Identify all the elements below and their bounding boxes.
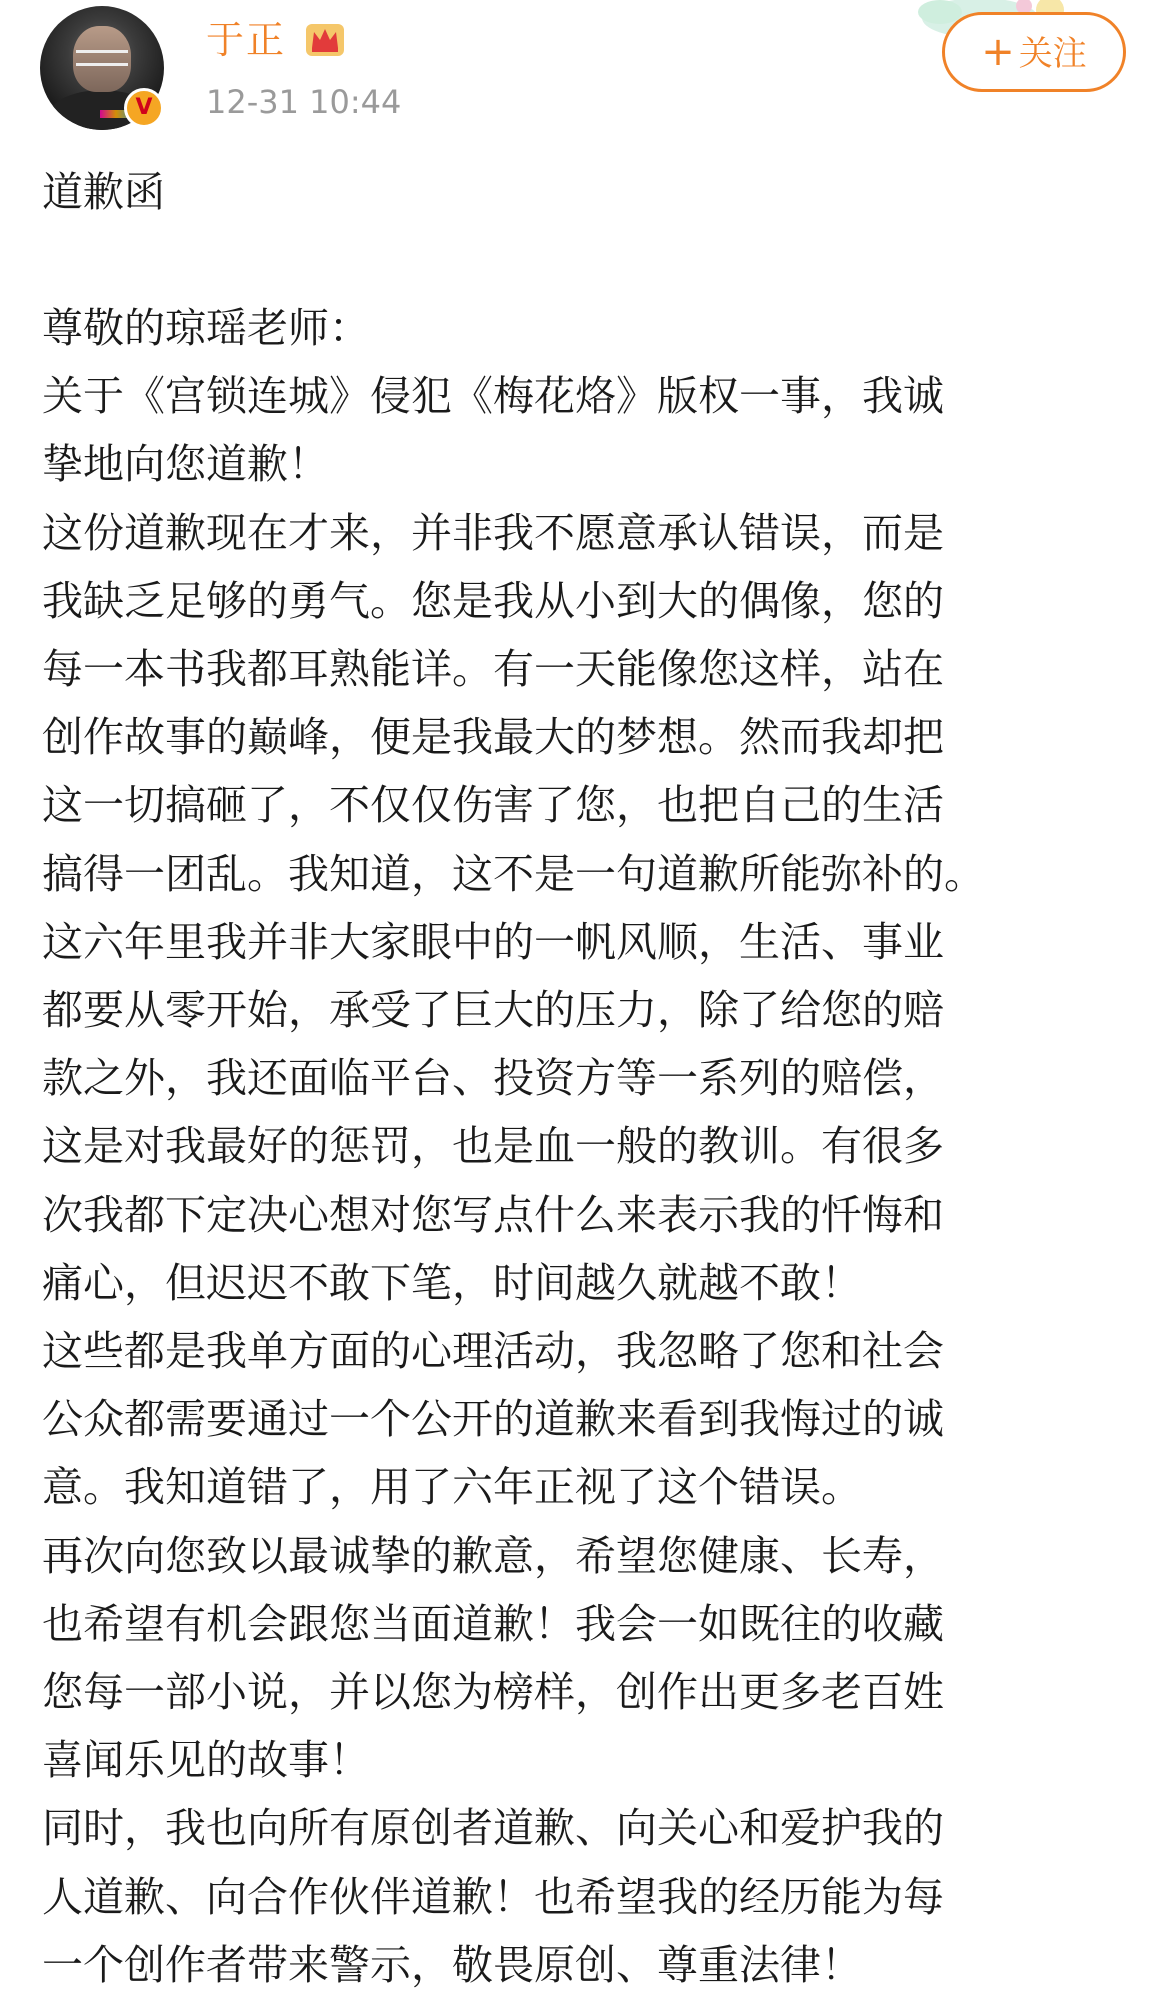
post-line: 公众都需要通过一个公开的道歉来看到我悔过的诚 bbox=[42, 1395, 944, 1444]
post-line: 意。我知道错了，用了六年正视了这个错误。 bbox=[42, 1463, 862, 1512]
post-line: 都要从零开始，承受了巨大的压力，除了给您的赔 bbox=[42, 986, 944, 1035]
post-line: 搞得一团乱。我知道，这不是一句道歉所能弥补的。 bbox=[42, 849, 985, 898]
post-line: 挚地向您道歉！ bbox=[42, 440, 329, 489]
verified-badge-icon: V bbox=[124, 88, 164, 128]
avatar-glasses bbox=[76, 50, 128, 66]
post-line: 这是对我最好的惩罚，也是血一般的教训。有很多 bbox=[42, 1122, 944, 1171]
follow-button-label: 关注 bbox=[1018, 34, 1087, 74]
follow-button[interactable] bbox=[942, 12, 1126, 92]
post-content bbox=[42, 158, 1132, 1999]
post-line: 这份道歉现在才来，并非我不愿意承认错误，而是 bbox=[42, 508, 944, 557]
post-line: 一个创作者带来警示，敬畏原创、尊重法律！ bbox=[42, 1940, 862, 1989]
post-line: 您每一部小说，并以您为榜样，创作出更多老百姓 bbox=[42, 1668, 944, 1717]
crown-icon bbox=[302, 16, 348, 62]
post-line: 同时，我也向所有原创者道歉、向关心和爱护我的 bbox=[42, 1804, 944, 1853]
post-line: 人道歉、向合作伙伴道歉！也希望我的经历能为每 bbox=[42, 1872, 944, 1921]
post-line: 喜闻乐见的故事！ bbox=[42, 1736, 370, 1785]
post-header bbox=[0, 0, 1168, 140]
post-line: 这六年里我并非大家眼中的一帆风顺，生活、事业 bbox=[42, 917, 944, 966]
post-line: 每一本书我都耳熟能详。有一天能像您这样，站在 bbox=[42, 645, 944, 694]
post-line: 我缺乏足够的勇气。您是我从小到大的偶像，您的 bbox=[42, 576, 944, 625]
post-line: 痛心，但迟迟不敢下笔，时间越久就越不敢！ bbox=[42, 1258, 862, 1307]
post-line: 创作故事的巅峰，便是我最大的梦想。然而我却把 bbox=[42, 713, 944, 762]
post-line: 这些都是我单方面的心理活动，我忽略了您和社会 bbox=[42, 1327, 944, 1376]
post-line: 关于《宫锁连城》侵犯《梅花烙》版权一事，我诚 bbox=[42, 372, 944, 421]
author-name[interactable]: 于正 bbox=[206, 18, 287, 62]
post-line: 款之外，我还面临平台、投资方等一系列的赔偿， bbox=[42, 1054, 944, 1103]
post-line: 尊敬的琼瑶老师： bbox=[42, 304, 370, 352]
plus-icon: + bbox=[981, 29, 1015, 75]
post-timestamp: 12-31 10:44 bbox=[206, 83, 402, 121]
post-line: 这一切搞砸了，不仅仅伤害了您，也把自己的生活 bbox=[42, 781, 944, 830]
post-line: 次我都下定决心想对您写点什么来表示我的忏悔和 bbox=[42, 1190, 944, 1239]
post-line: 再次向您致以最诚挚的歉意，希望您健康、长寿， bbox=[42, 1531, 944, 1580]
post-title: 道歉函 bbox=[42, 168, 165, 216]
post-line: 也希望有机会跟您当面道歉！我会一如既往的收藏 bbox=[42, 1599, 944, 1648]
